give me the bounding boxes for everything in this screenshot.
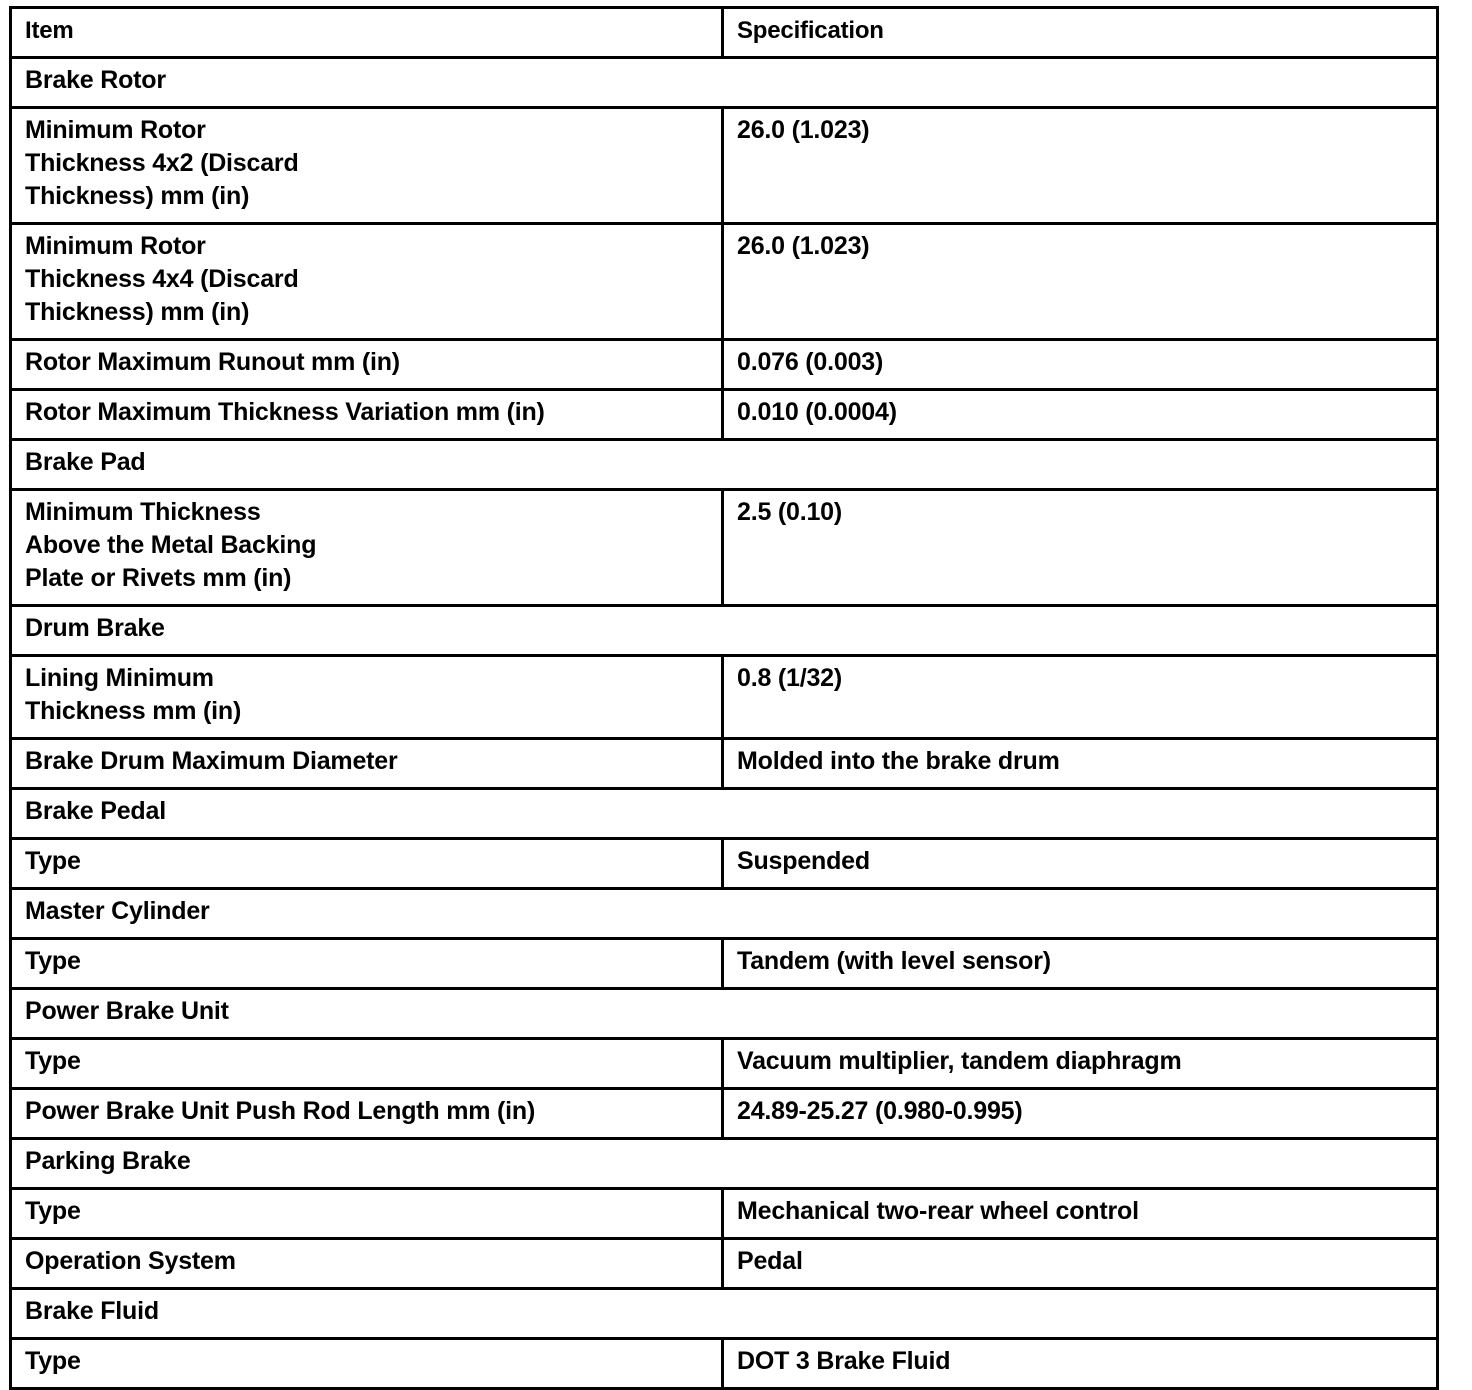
specification-cell [723, 490, 1438, 606]
specification-text: Molded into the brake drum [737, 747, 1060, 775]
section-label: Brake Pedal [11, 789, 1438, 839]
item-cell [11, 340, 723, 390]
specification-cell [723, 1189, 1438, 1239]
item-cell [11, 839, 723, 889]
specification-cell [723, 1239, 1438, 1289]
section-row [11, 58, 1438, 108]
table-row [11, 340, 1438, 390]
item-cell [11, 224, 723, 340]
item-text: Minimum Rotor Thickness 4x2 (Discard Thickness) mm (in) [25, 116, 299, 210]
section-label: Master Cylinder [11, 889, 1438, 939]
specification-text: 26.0 (1.023) [737, 116, 870, 144]
item-cell [11, 939, 723, 989]
section-label: Brake Rotor [11, 58, 1438, 108]
specification-cell [723, 108, 1438, 224]
table-header-row [11, 8, 1438, 58]
section-row [11, 989, 1438, 1039]
item-text: Operation System [25, 1247, 236, 1275]
item-text: Type [25, 1197, 81, 1225]
table-row [11, 939, 1438, 989]
specification-text: Mechanical two-rear wheel control [737, 1197, 1139, 1225]
table-row [11, 1039, 1438, 1089]
section-row [11, 440, 1438, 490]
table-body [11, 58, 1438, 1389]
item-text: Type [25, 847, 81, 875]
item-text: Type [25, 947, 81, 975]
table-row [11, 390, 1438, 440]
section-label: Power Brake Unit [11, 989, 1438, 1039]
item-text: Lining Minimum Thickness mm (in) [25, 664, 242, 725]
table-row [11, 839, 1438, 889]
specification-table [9, 6, 1439, 1390]
section-row [11, 889, 1438, 939]
table-row [11, 739, 1438, 789]
specification-cell [723, 1039, 1438, 1089]
item-text: Rotor Maximum Runout mm (in) [25, 348, 400, 376]
column-header-item: Item [11, 8, 723, 58]
item-text: Rotor Maximum Thickness Variation mm (in) [25, 398, 545, 426]
specification-text: 2.5 (0.10) [737, 498, 843, 526]
item-text: Minimum Rotor Thickness 4x4 (Discard Thickness) mm (in) [25, 232, 299, 326]
specification-text: Suspended [737, 847, 870, 875]
section-label: Brake Fluid [11, 1289, 1438, 1339]
table-row [11, 490, 1438, 606]
item-text: Power Brake Unit Push Rod Length mm (in) [25, 1097, 536, 1125]
item-cell [11, 108, 723, 224]
specification-cell [723, 839, 1438, 889]
specification-cell [723, 390, 1438, 440]
table-row [11, 1089, 1438, 1139]
specification-text: Vacuum multiplier, tandem diaphragm [737, 1047, 1182, 1075]
specification-cell [723, 939, 1438, 989]
specification-cell [723, 1089, 1438, 1139]
specification-text: 0.076 (0.003) [737, 348, 884, 376]
specification-cell [723, 739, 1438, 789]
specification-cell [723, 340, 1438, 390]
item-cell [11, 490, 723, 606]
item-cell [11, 390, 723, 440]
item-cell [11, 1039, 723, 1089]
item-text: Brake Drum Maximum Diameter [25, 747, 398, 775]
specification-cell [723, 656, 1438, 739]
specification-text: 0.8 (1/32) [737, 664, 843, 692]
table-row [11, 1339, 1438, 1389]
item-cell [11, 1239, 723, 1289]
item-cell [11, 739, 723, 789]
section-row [11, 789, 1438, 839]
item-text: Minimum Thickness Above the Metal Backing Plate or Rivets mm (in) [25, 498, 317, 592]
item-text: Type [25, 1347, 81, 1375]
specification-text: 24.89-25.27 (0.980-0.995) [737, 1097, 1023, 1125]
section-label: Brake Pad [11, 440, 1438, 490]
table-row [11, 656, 1438, 739]
item-cell [11, 656, 723, 739]
table-row [11, 1189, 1438, 1239]
section-label: Parking Brake [11, 1139, 1438, 1189]
item-cell [11, 1089, 723, 1139]
item-text: Type [25, 1047, 81, 1075]
specification-text: Pedal [737, 1247, 803, 1275]
item-cell [11, 1339, 723, 1389]
table-row [11, 224, 1438, 340]
section-row [11, 606, 1438, 656]
table-row [11, 108, 1438, 224]
specification-cell [723, 224, 1438, 340]
specification-cell [723, 1339, 1438, 1389]
table-row [11, 1239, 1438, 1289]
specification-text: 0.010 (0.0004) [737, 398, 897, 426]
specification-text: Tandem (with level sensor) [737, 947, 1051, 975]
specification-text: DOT 3 Brake Fluid [737, 1347, 951, 1375]
section-label: Drum Brake [11, 606, 1438, 656]
column-header-specification: Specification [723, 8, 1438, 58]
section-row [11, 1289, 1438, 1339]
item-cell [11, 1189, 723, 1239]
section-row [11, 1139, 1438, 1189]
specification-text: 26.0 (1.023) [737, 232, 870, 260]
